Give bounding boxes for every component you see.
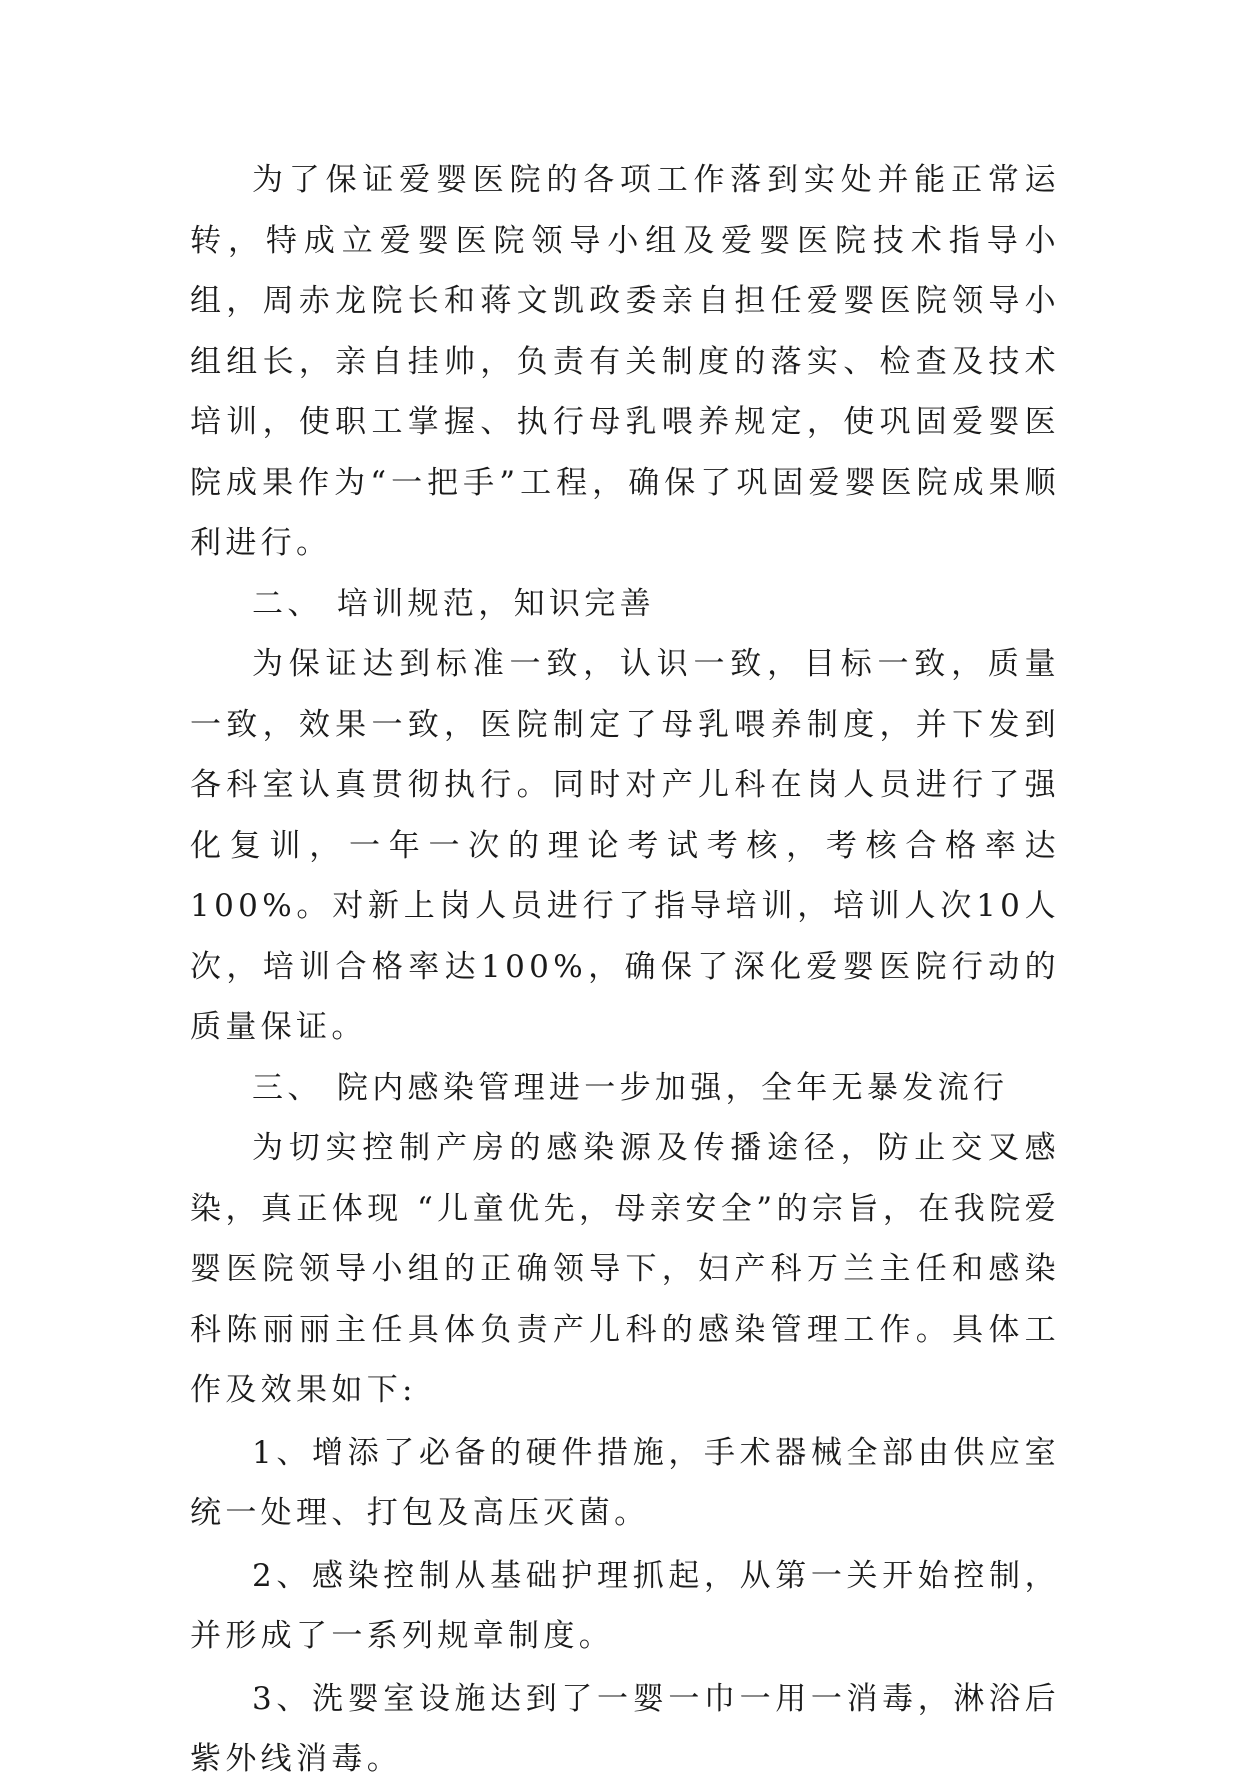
- document-page: [190, 150, 1060, 1790]
- paragraph-leadership-group: 为了保证爱婴医院的各项工作落到实处并能正常运转，特成立爱婴医院领导小组及爱婴医院技术指导小组，周赤龙院长和蒋文凯政委亲自担任爱婴医院领导小组组长，亲自挂帅，负责有关制度的落实、检查及技术培训，使职工掌握、执行母乳喂养规定，使巩固爱婴医院成果作为“一把手”工程，确保了巩固爱婴医院成果顺利进行。: [190, 162, 1060, 561]
- paragraph-infection-control: 为切实控制产房的感染源及传播途径，防止交叉感染，真正体现 “儿童优先，母亲安全”的宗旨，在我院爱婴医院领导小组的正确领导下，妇产科万兰主任和感染科陈丽丽主任具体负责产儿科的感染管理工作。具体工作及效果如下:: [190, 1130, 1060, 1408]
- list-item-baby-bath-room: 3、洗婴室设施达到了一婴一巾一用一消毒，淋浴后紫外线消毒。: [190, 1680, 1060, 1777]
- section-heading-infection-control: 三、 院内感染管理进一步加强，全年无暴发流行: [252, 1069, 1009, 1106]
- list-item-hardware-measures: 1、增添了必备的硬件措施，手术器械全部由供应室统一处理、打包及高压灭菌。: [190, 1434, 1060, 1531]
- list-item-basic-nursing: 2、感染控制从基础护理抓起，从第一关开始控制，并形成了一系列规章制度。: [190, 1557, 1060, 1654]
- section-heading-training: 二、 培训规范，知识完善: [252, 585, 655, 622]
- paragraph-training: 为保证达到标准一致，认识一致，目标一致，质量一致，效果一致，医院制定了母乳喂养制度，并下发到各科室认真贯彻执行。同时对产儿科在岗人员进行了强化复训，一年一次的理论考试考核，考核合格率达100%。对新上岗人员进行了指导培训，培训人次10人次，培训合格率达100%，确保了深化爱婴医院行动的质量保证。: [190, 646, 1060, 1045]
